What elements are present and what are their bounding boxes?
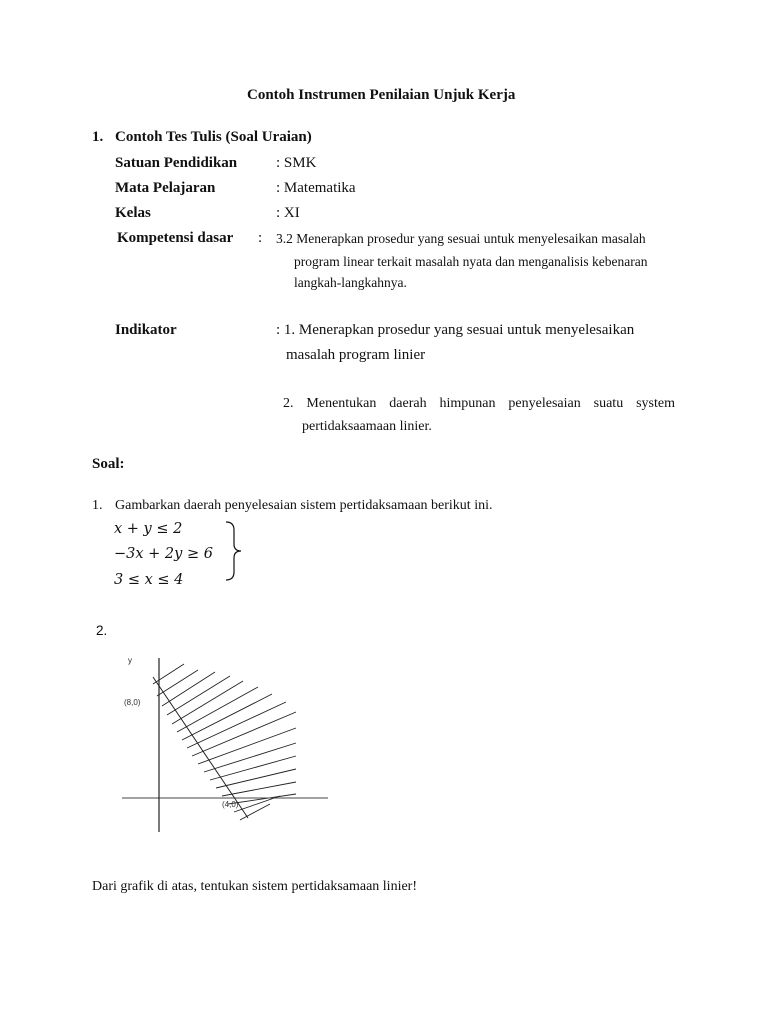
- graph: [110, 648, 340, 838]
- section-number: 1.: [92, 129, 104, 145]
- closing-question: Dari grafik di atas, tentukan sistem pertidaksamaan linier!: [92, 879, 418, 894]
- inequality-2: −3x + 2y ≥ 6: [114, 546, 213, 562]
- indikator-item-2-line-2: pertidaksaamaan linier.: [302, 419, 432, 434]
- hatch-line: [216, 769, 296, 788]
- y-axis-label: y: [128, 656, 132, 665]
- right-brace: [222, 520, 246, 582]
- hatch-line: [167, 676, 230, 715]
- hatch-line: [162, 672, 215, 706]
- indikator-item-2-line-1: 2. Menentukan daerah himpunan penyelesaian suatu system: [283, 396, 675, 411]
- indikator-label: Indikator: [115, 322, 177, 338]
- indikator-item-1-line-1: : 1. Menerapkan prosedur yang sesuai untuk menyelesaikan: [276, 322, 635, 338]
- kd-line-3: langkah-langkahnya.: [294, 275, 407, 290]
- inequality-1: x + y ≤ 2: [114, 521, 183, 537]
- hatch-line: [204, 743, 296, 772]
- section-heading: Contoh Tes Tulis (Soal Uraian): [115, 129, 312, 145]
- hatch-line: [153, 664, 184, 684]
- hatch-line: [187, 702, 286, 748]
- mapel-label: Mata Pelajaran: [115, 180, 216, 196]
- kd-colon: :: [258, 230, 263, 246]
- x-intercept-label: (4,0): [222, 800, 239, 809]
- hatch-line: [172, 681, 243, 724]
- soal-label: Soal:: [92, 456, 125, 472]
- kd-label: Kompetensi dasar: [117, 230, 234, 246]
- q1-number: 1.: [92, 498, 103, 513]
- hatch-line: [210, 756, 296, 780]
- q1-text: Gambarkan daerah penyelesaian sistem pertidaksamaan berikut ini.: [115, 498, 493, 513]
- kd-line-2: program linear terkait masalah nyata dan menganalisis kebenaran: [294, 254, 648, 269]
- satuan-label: Satuan Pendidikan: [115, 155, 238, 171]
- kelas-value: : XI: [276, 205, 300, 221]
- satuan-value: : SMK: [276, 155, 317, 171]
- page-title: Contoh Instrumen Penilaian Unjuk Kerja: [247, 87, 516, 103]
- mapel-value: : Matematika: [276, 180, 356, 196]
- indikator-item-1-line-2: masalah program linier: [286, 347, 426, 363]
- inequality-3: 3 ≤ x ≤ 4: [114, 572, 184, 588]
- y-intercept-label: (8,0): [124, 698, 141, 707]
- kelas-label: Kelas: [115, 205, 151, 221]
- q2-number: 2.: [96, 623, 108, 638]
- hatch-line: [182, 694, 272, 740]
- hatch-line: [177, 687, 258, 732]
- kd-line-1: 3.2 Menerapkan prosedur yang sesuai untuk menyelesaikan masalah: [276, 231, 646, 246]
- hatch-lines: [153, 664, 296, 820]
- boundary-line: [153, 677, 248, 818]
